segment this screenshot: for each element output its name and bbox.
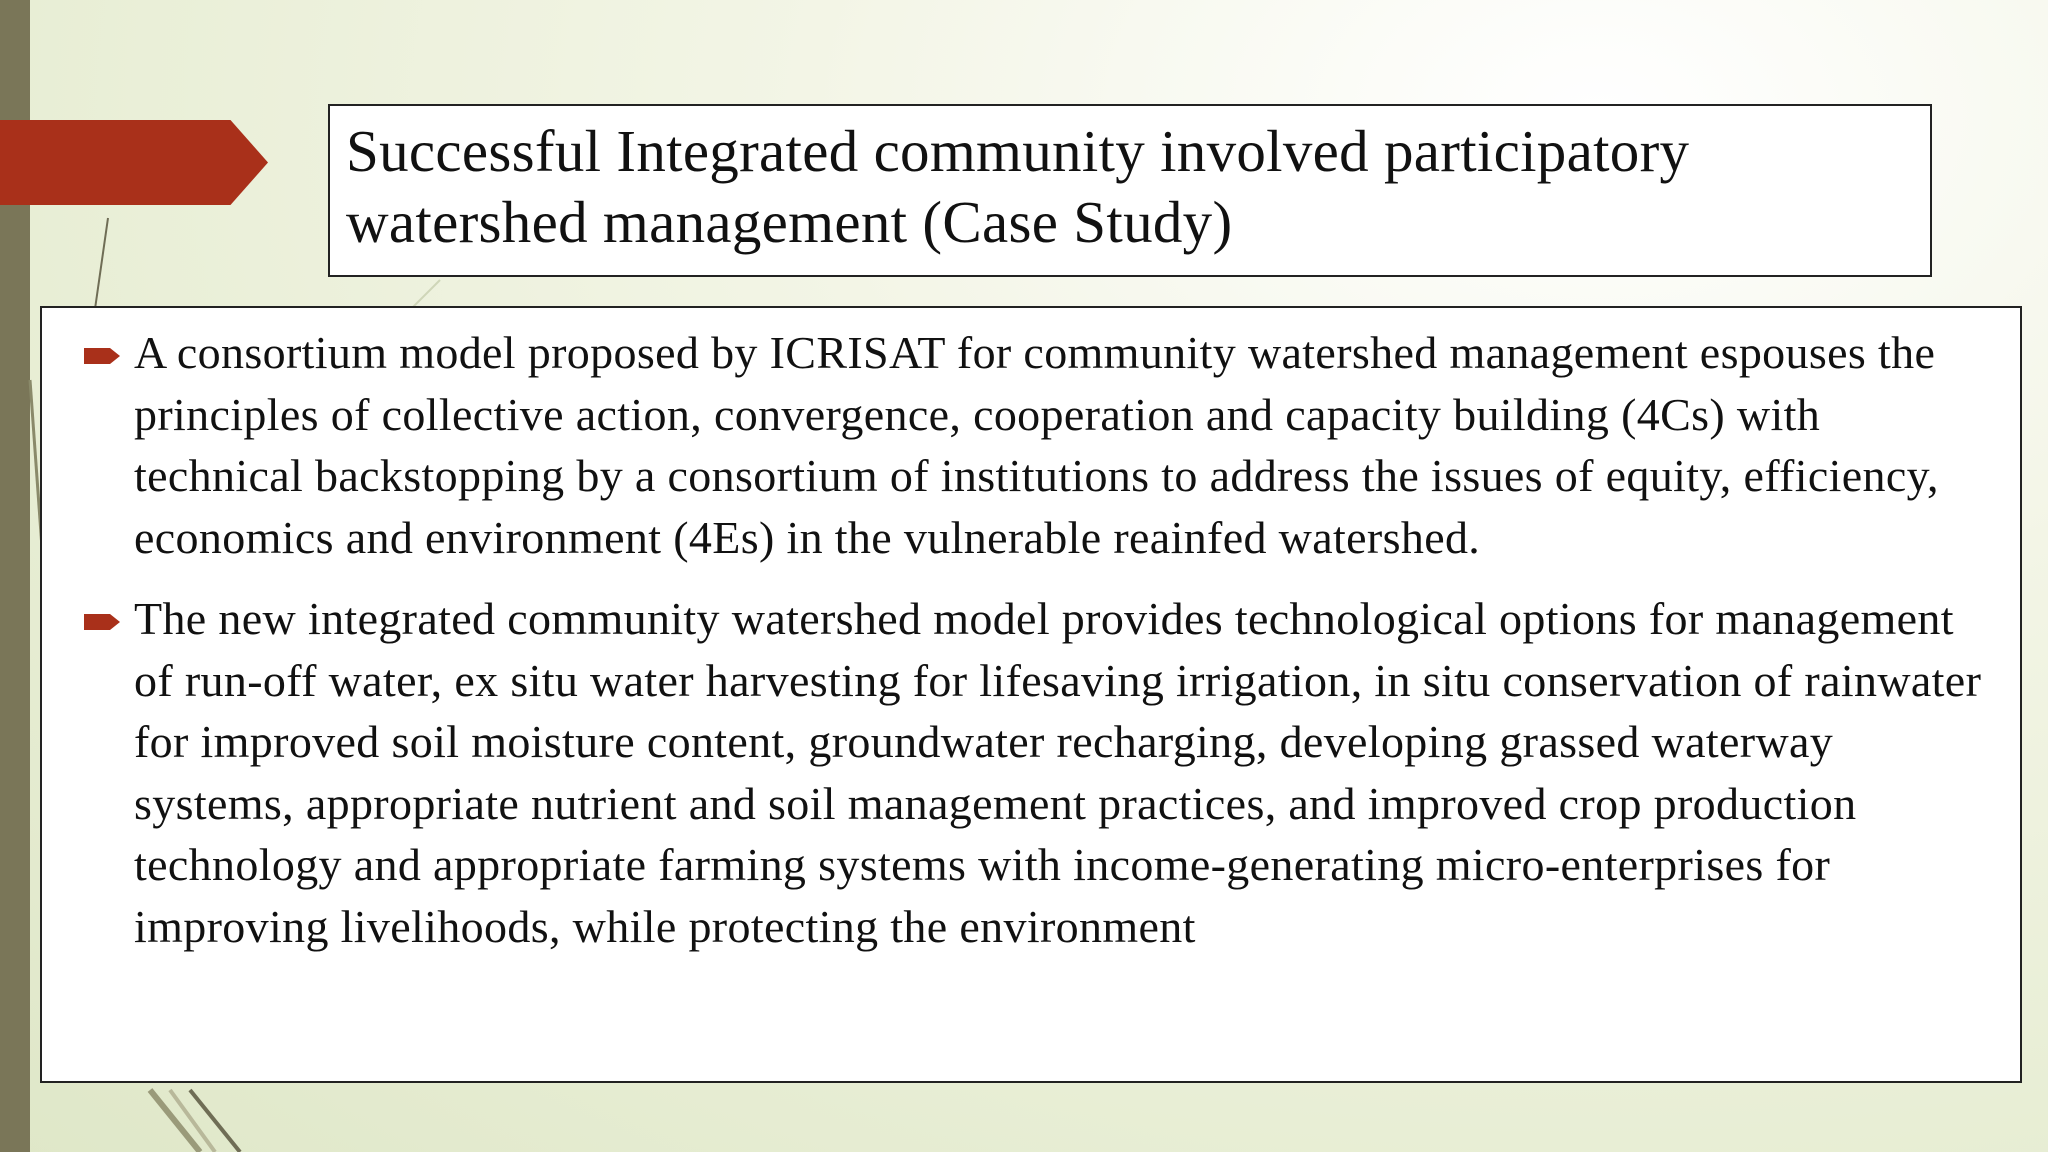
- arrow-bullet-icon: [84, 612, 120, 632]
- bullet-item: [62, 322, 2000, 568]
- title-box: [328, 104, 1932, 277]
- content-box: [40, 306, 2022, 1083]
- bullet-text: The new integrated community watershed model provides technological options for management of run-off water, ex situ water harvesting for lifesaving irrigation, in situ conservation of rainwater for improved soil moisture content, groundwater recharging, developing grassed waterway systems, appropriate nutrient and soil management practices, and improved crop production technology and appropriate farming systems with income-generating micro-enterprises for improving livelihoods, while protecting the environment: [134, 593, 1982, 952]
- arrow-bullet-icon: [84, 346, 120, 366]
- accent-arrow-shape: [0, 120, 268, 205]
- bullet-item: [62, 588, 2000, 957]
- slide-title: Successful Integrated community involved participatory watershed management (Case Study): [346, 118, 1690, 255]
- bullet-text: A consortium model proposed by ICRISAT for community watershed management espouses the principles of collective action, convergence, cooperation and capacity building (4Cs) with technical backstopping by a consortium of institutions to address the issues of equity, efficiency, economics and environment (4Es) in the vulnerable reainfed watershed.: [134, 327, 1939, 563]
